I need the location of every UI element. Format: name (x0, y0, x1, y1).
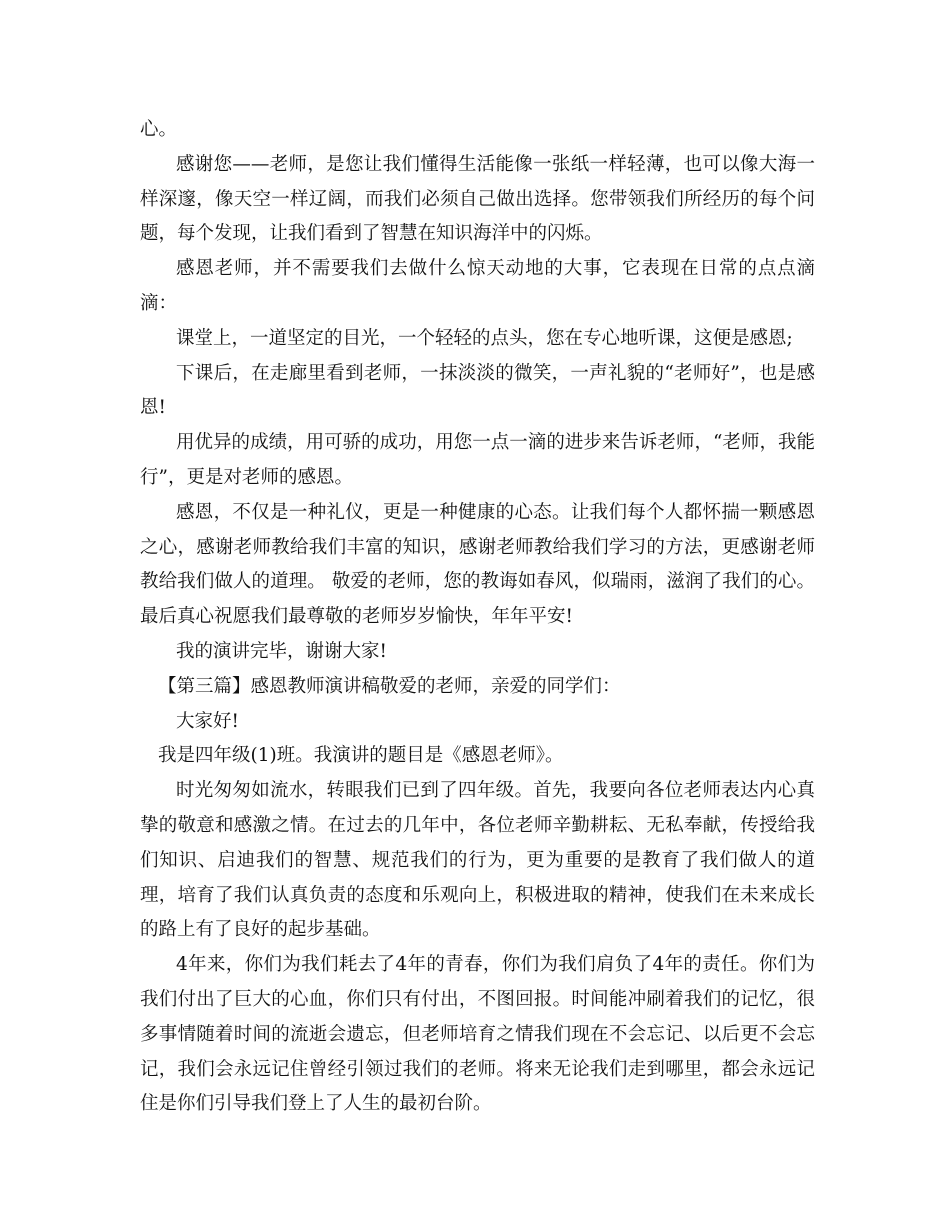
paragraph-achievement: 用优异的成绩，用可骄的成功，用您一点一滴的进步来告诉老师，“老师，我能行”，更是对老师的感恩。 (140, 432, 815, 488)
paragraph-introduction: 我是四年级(1)班。我演讲的题目是《感恩老师》。 (158, 745, 564, 767)
section-heading-third: 【第三篇】感恩教师演讲稿敬爱的老师，亲爱的同学们： (158, 675, 621, 697)
paragraph-classroom: 课堂上，一道坚定的目光，一个轻轻的点头，您在专心地听课，这便是感恩; (176, 327, 793, 349)
paragraph-four-years: 4年来，你们为我们耗去了4年的青春，你们为我们肩负了4年的责任。你们为我们付出了巨大的心血，你们只有付出，不图回报。时间能冲刷着我们的记忆，很多事情随着时间的流逝会遗忘，但老师培育之情我们现在不会忘记、以后更不会忘记，我们会永远记住曾经引领过我们的老师。将来无论我们走到哪里，都会永远记住是你们引导我们登上了人生的最初台阶。 (140, 954, 815, 1115)
paragraph-after-class: 下课后，在走廊里看到老师，一抹淡淡的微笑，一声礼貌的“老师好”，也是感恩! (140, 362, 815, 419)
paragraph-greeting: 大家好! (176, 710, 239, 732)
paragraph-attitude: 感恩，不仅是一种礼仪，更是一种健康的心态。让我们每个人都怀揣一颗感恩之心，感谢老师教给我们丰富的知识，感谢老师教给我们学习的方法，更感谢老师教给我们做人的道理。 敬爱的老师，您的教诲如春风，似瑞雨，滋润了我们的心。最后真心祝愿我们最尊敬的老师岁岁愉快，年年平安! (140, 501, 815, 628)
paragraph-speech-end: 我的演讲完毕，谢谢大家! (176, 640, 387, 662)
paragraph-thanks-teacher: 感谢您——老师，是您让我们懂得生活能像一张纸一样轻薄，也可以像大海一样深邃，像天空一样辽阔，而我们必须自己做出选择。您带领我们所经历的每个问题，每个发现，让我们看到了智慧在知识海洋中的闪烁。 (140, 153, 815, 245)
paragraph-continuation: 心。 (140, 119, 178, 140)
paragraph-gratitude-daily: 感恩老师，并不需要我们去做什么惊天动地的大事，它表现在日常的点点滴滴： (140, 258, 815, 314)
document-body (140, 113, 815, 1122)
paragraph-time-flies: 时光匆匆如流水，转眼我们已到了四年级。首先，我要向各位老师表达内心真挚的敬意和感激之情。在过去的几年中，各位老师辛勤耕耘、无私奉献，传授给我们知识、启迪我们的智慧、规范我们的行为，更为重要的是教育了我们做人的道理，培育了我们认真负责的态度和乐观向上，积极进取的精神，使我们在未来成长的路上有了良好的起步基础。 (140, 780, 815, 941)
